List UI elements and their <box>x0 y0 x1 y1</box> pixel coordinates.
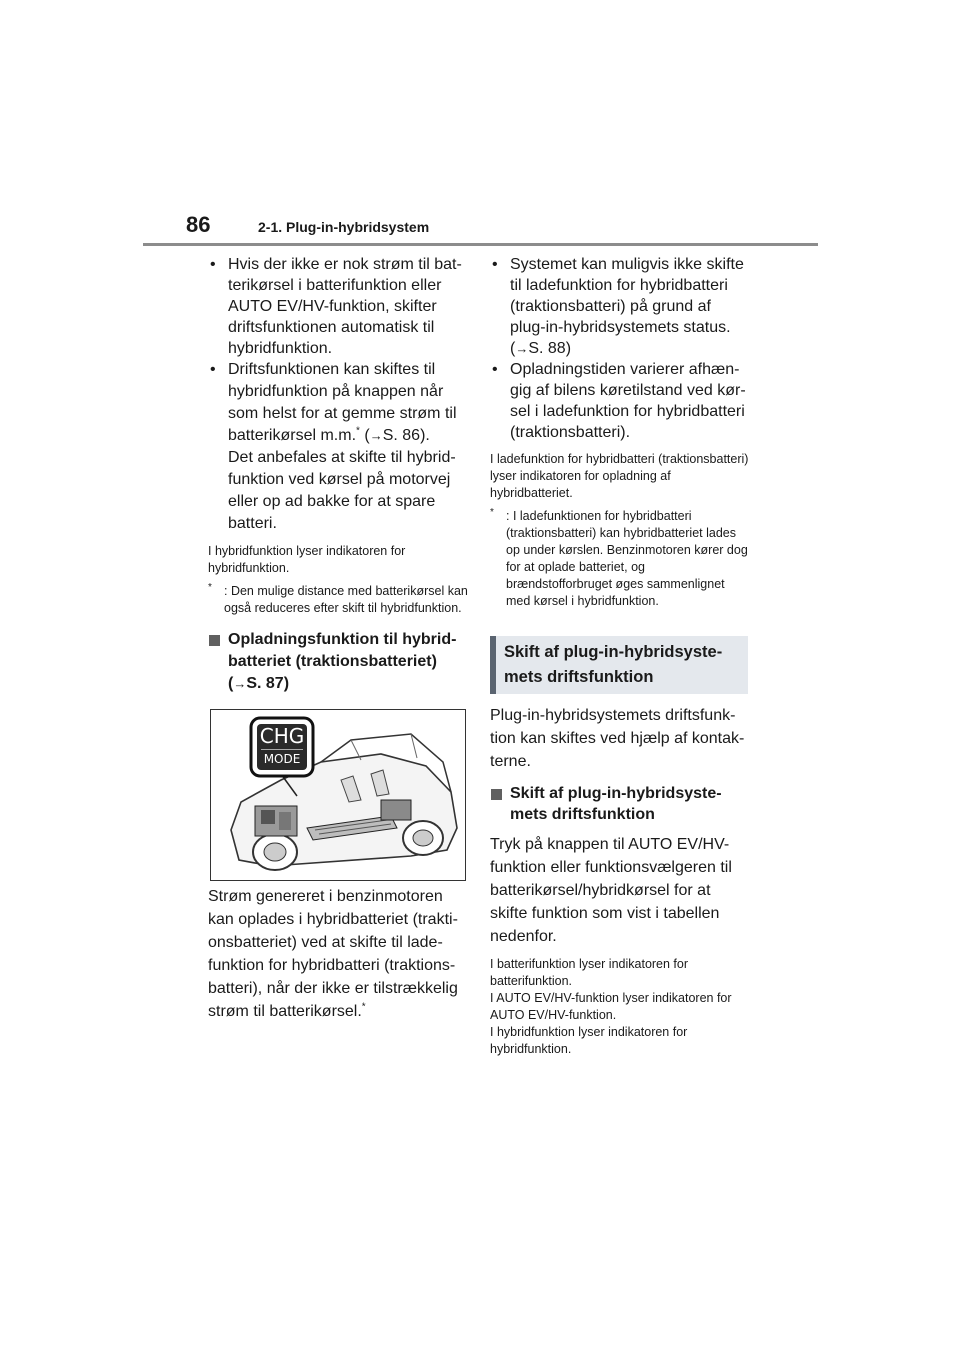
bullet-item <box>208 359 468 535</box>
car-drawing <box>211 710 466 881</box>
page-ref-link[interactable]: S. 86). <box>382 427 430 444</box>
square-bullet-icon <box>491 789 502 800</box>
section-heading: Skift af plug-in-hybridsystemets driftsfunktion <box>504 643 723 686</box>
note-line: I AUTO EV/HV-funktion lyser indikatoren for AUTO EV/HV-funktion. <box>490 991 732 1022</box>
footnote <box>490 508 750 610</box>
page-ref-link[interactable]: S. 88) <box>528 340 572 357</box>
body-span: Strøm genereret i benzinmotoren kan oplades i hybridbatteriet (traktionsbatteriet) ved at skifte til ladefunktion for hybridbatteri (traktionsbatteri), når der ikke er tilstrækkelig strøm til batterikørsel. <box>208 888 458 1020</box>
arrow-icon: → <box>369 428 383 443</box>
body-text: Plug-in-hybridsystemets driftsfunktion kan skiftes ved hjælp af kontakterne. <box>490 707 745 770</box>
arrow-icon: → <box>233 676 247 691</box>
note-text: I ladefunktion for hybridbatteri (traktionsbatteri) lyser indikatoren for opladning af hybridbatteriet. <box>490 452 749 500</box>
footnote-mark: * <box>208 581 212 593</box>
subheading <box>490 783 750 825</box>
footnote-text: : Den mulige distance med batterikørsel kan også reduceres efter skift til hybridfunktion. <box>224 584 468 615</box>
bullet-text: Systemet kan muligvis ikke skifte til ladefunktion for hybridbatteri (traktionsbatteri) på grund af plug-in-hybridsystemets status. <box>510 256 744 336</box>
subheading-text: Opladningsfunktion til hybridbatteriet (traktionsbatteriet) <box>228 631 457 670</box>
subheading <box>208 629 468 695</box>
ref-open: ( <box>228 675 234 692</box>
note-text <box>490 956 750 1058</box>
bullet-text: Driftsfunktionen kan skiftes til hybridfunktion på knappen når som helst for at gemme strøm til batterikørsel m.m. <box>228 361 457 444</box>
bullet-item <box>490 254 750 359</box>
body-text: Tryk på knappen til AUTO EV/HV-funktion eller funktionsvælgeren til batterikørsel/hybridkørsel for at skifte funktion som vist i tabellen nedenfor. <box>490 836 732 945</box>
subheading-text: Skift af plug-in-hybridsystemets driftsfunktion <box>510 785 722 823</box>
page-ref-link[interactable]: S. 87) <box>246 675 290 692</box>
badge-line-1: CHG <box>259 724 305 748</box>
ref-open: ( <box>359 427 370 444</box>
bullet-item <box>490 359 750 443</box>
footnote-text: : I ladefunktionen for hybridbatteri (traktionsbatteri) kan hybridbatteriet lades op under kørslen. Benzinmotoren kører dog for at oplade batteriet, og brændstofforbruget øges sammenlignet med kørsel i hybridfunktion. <box>506 509 748 608</box>
footnote-marker: * <box>361 1001 366 1013</box>
section-title: 2-1. Plug-in-hybridsystem <box>258 219 430 235</box>
page-number: 86 <box>186 212 211 237</box>
arrow-icon: → <box>515 341 529 356</box>
header-rule <box>143 243 818 246</box>
footnote-marker: * <box>356 425 360 437</box>
left-column <box>208 254 468 1023</box>
square-bullet-icon <box>209 635 220 646</box>
note-line: I hybridfunktion lyser indikatoren for hybridfunktion. <box>490 1025 688 1056</box>
car-illustration <box>210 709 466 881</box>
chg-mode-badge <box>257 725 307 768</box>
badge-line-2: MODE <box>261 749 303 768</box>
bullet-text: Opladningstiden varierer afhængig af bilens køretilstand ved kørsel i ladefunktion for hybridbatteri (traktionsbatteri). <box>510 361 746 441</box>
footnote-mark: * <box>490 506 494 518</box>
bullet-text: Det anbefales at skifte til hybridfunktion ved kørsel på motorvej eller op ad bakke for at spare batteri. <box>228 449 456 532</box>
body-text <box>208 885 468 1023</box>
note-line: I batterifunktion lyser indikatoren for batterifunktion. <box>490 957 689 988</box>
footnote <box>208 583 468 617</box>
section-heading-box <box>490 636 748 694</box>
ref-open: ( <box>510 340 516 357</box>
right-column <box>490 254 750 1058</box>
bullet-text: Hvis der ikke er nok strøm til batterikørsel i batterifunktion eller AUTO EV/HV-funktion, skifter driftsfunktionen automatisk til hybridfunktion. <box>228 256 462 357</box>
note-text: I hybridfunktion lyser indikatoren for hybridfunktion. <box>208 544 406 575</box>
bullet-item <box>208 254 468 359</box>
heading-bar <box>490 636 496 694</box>
